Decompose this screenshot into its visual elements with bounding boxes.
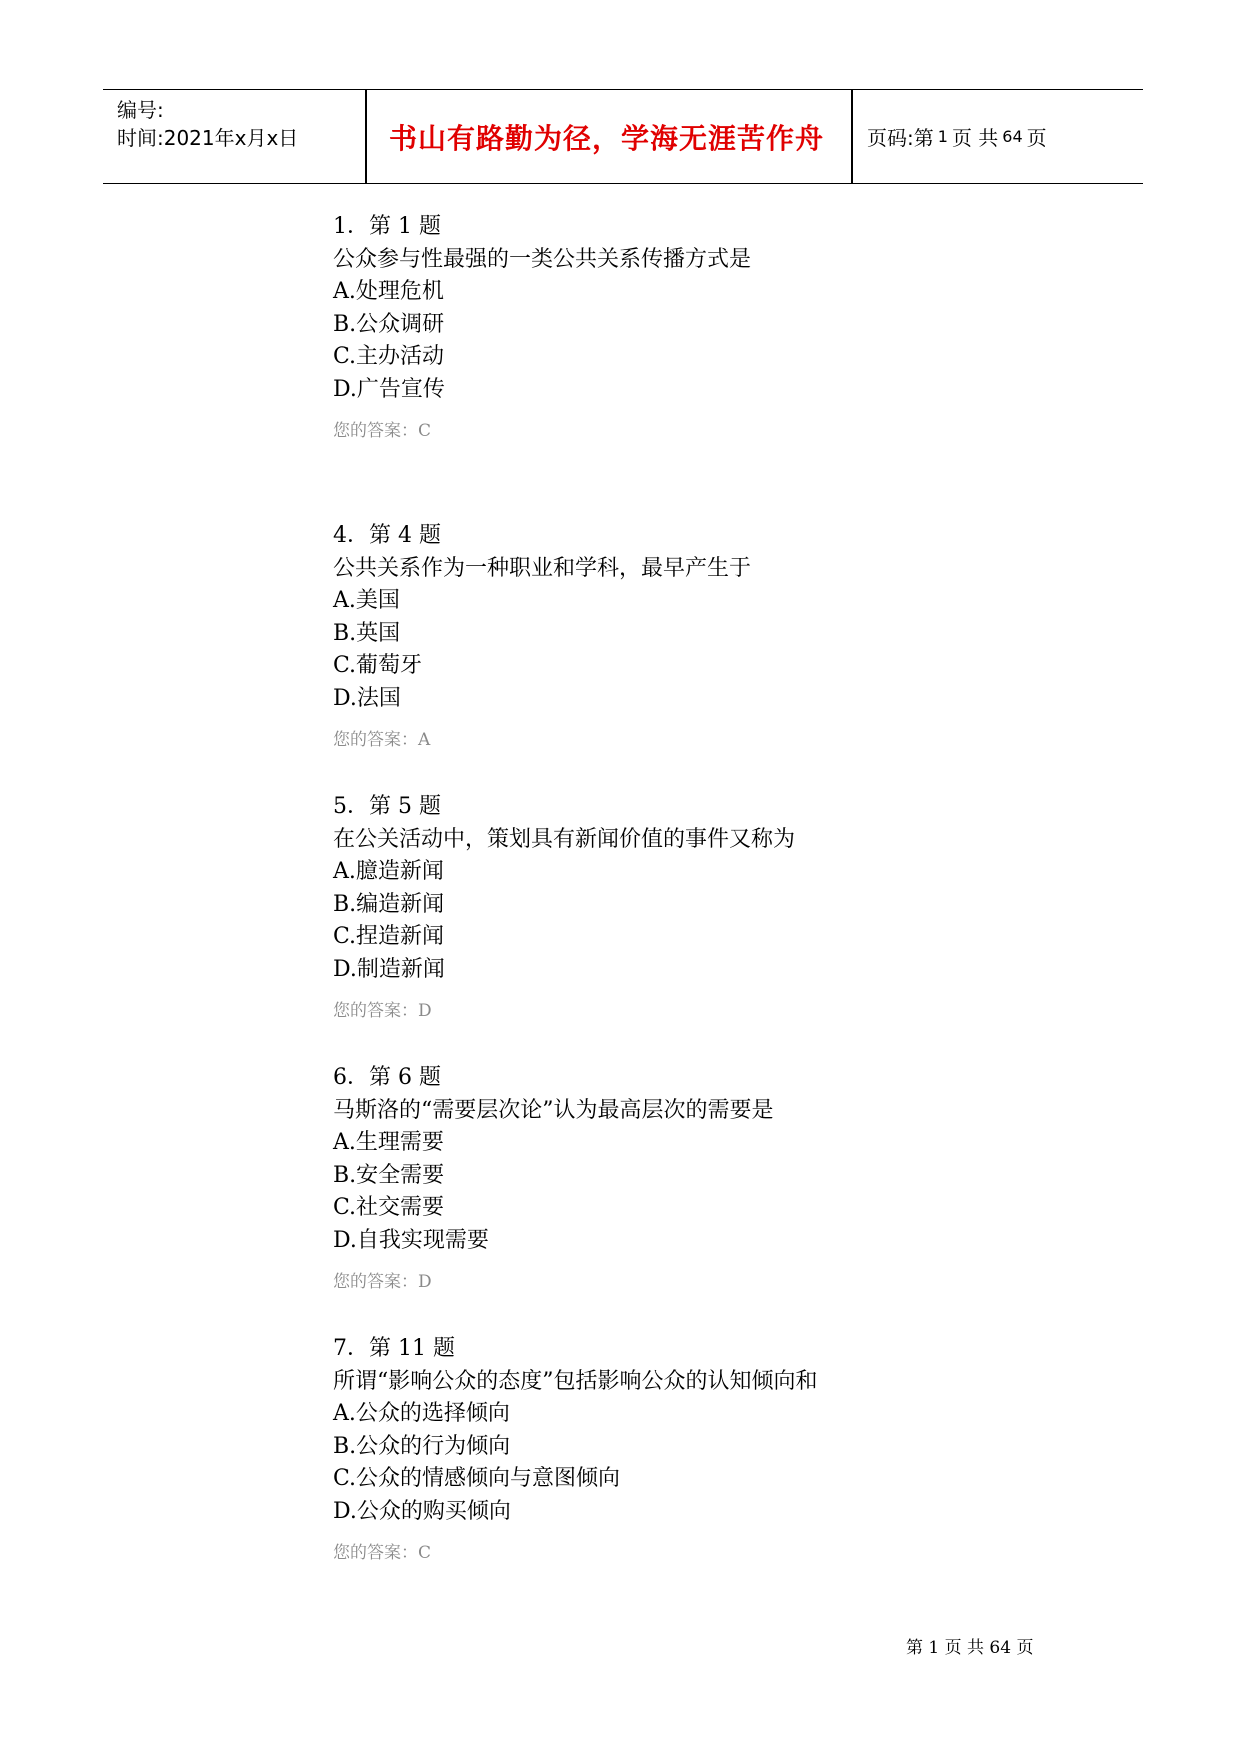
page-total: 64 (1002, 127, 1023, 146)
page-header (103, 89, 1143, 184)
page-suffix: 页 (1026, 126, 1047, 150)
page-footer: 第 1 页 共 64 页 (906, 1638, 1034, 1658)
page-mid: 页 共 (951, 126, 999, 150)
option: C.社交需要 (333, 1195, 445, 1221)
question-stem: 公众参与性最强的一类公共关系传播方式是 (333, 246, 752, 272)
question-title: 5．第 5 题 (333, 794, 441, 819)
question-block (333, 1062, 774, 1298)
your-answer: 您的答案：C (333, 1542, 432, 1563)
option: A.生理需要 (333, 1130, 444, 1156)
question-title: 6．第 6 题 (333, 1065, 441, 1090)
question-block (333, 520, 751, 756)
page-prefix: 页码:第 (867, 126, 934, 150)
option: D.自我实现需要 (333, 1227, 489, 1253)
option: B.公众调研 (333, 311, 445, 337)
question-block (333, 211, 751, 447)
number-label: 编号: (117, 98, 164, 122)
your-answer: 您的答案：C (333, 420, 432, 441)
option: D.制造新闻 (333, 956, 445, 982)
option: B.英国 (333, 620, 401, 646)
option: C.公众的情感倾向与意图倾向 (333, 1466, 621, 1492)
question-stem: 在公关活动中，策划具有新闻价值的事件又称为 (333, 826, 796, 852)
page-number: 1 (937, 127, 948, 146)
option: C.葡萄牙 (333, 653, 423, 679)
option: D.公众的购买倾向 (333, 1498, 511, 1524)
your-answer: 您的答案：D (333, 1000, 432, 1021)
header-page-info (867, 90, 1047, 183)
question-block (333, 1333, 818, 1569)
option: B.编造新闻 (333, 891, 445, 917)
your-answer: 您的答案：D (333, 1271, 432, 1292)
your-answer: 您的答案：A (333, 729, 431, 750)
question-title: 4．第 4 题 (333, 523, 441, 548)
option: A.美国 (333, 588, 400, 614)
question-stem: 公共关系作为一种职业和学科，最早产生于 (333, 555, 752, 581)
question-stem: 所谓“影响公众的态度”包括影响公众的认知倾向和 (333, 1368, 818, 1394)
option: D.广告宣传 (333, 376, 445, 402)
option: B.公众的行为倾向 (333, 1433, 511, 1459)
question-title: 1．第 1 题 (333, 214, 441, 239)
question-stem: 马斯洛的“需要层次论”认为最高层次的需要是 (333, 1097, 774, 1123)
option: A.公众的选择倾向 (333, 1401, 510, 1427)
option: C.主办活动 (333, 344, 445, 370)
question-block (333, 791, 795, 1027)
option: A.处理危机 (333, 279, 444, 305)
question-title: 7．第 11 题 (333, 1336, 455, 1361)
header-meta (117, 96, 298, 152)
option: D.法国 (333, 685, 401, 711)
header-divider (851, 90, 853, 183)
option: C.捏造新闻 (333, 924, 445, 950)
option: A.臆造新闻 (333, 859, 444, 885)
option: B.安全需要 (333, 1162, 445, 1188)
header-divider (365, 90, 367, 183)
time-label: 时间:2021年x月x日 (117, 126, 299, 150)
header-motto: 书山有路勤为径，学海无涯苦作舟 (388, 121, 824, 155)
